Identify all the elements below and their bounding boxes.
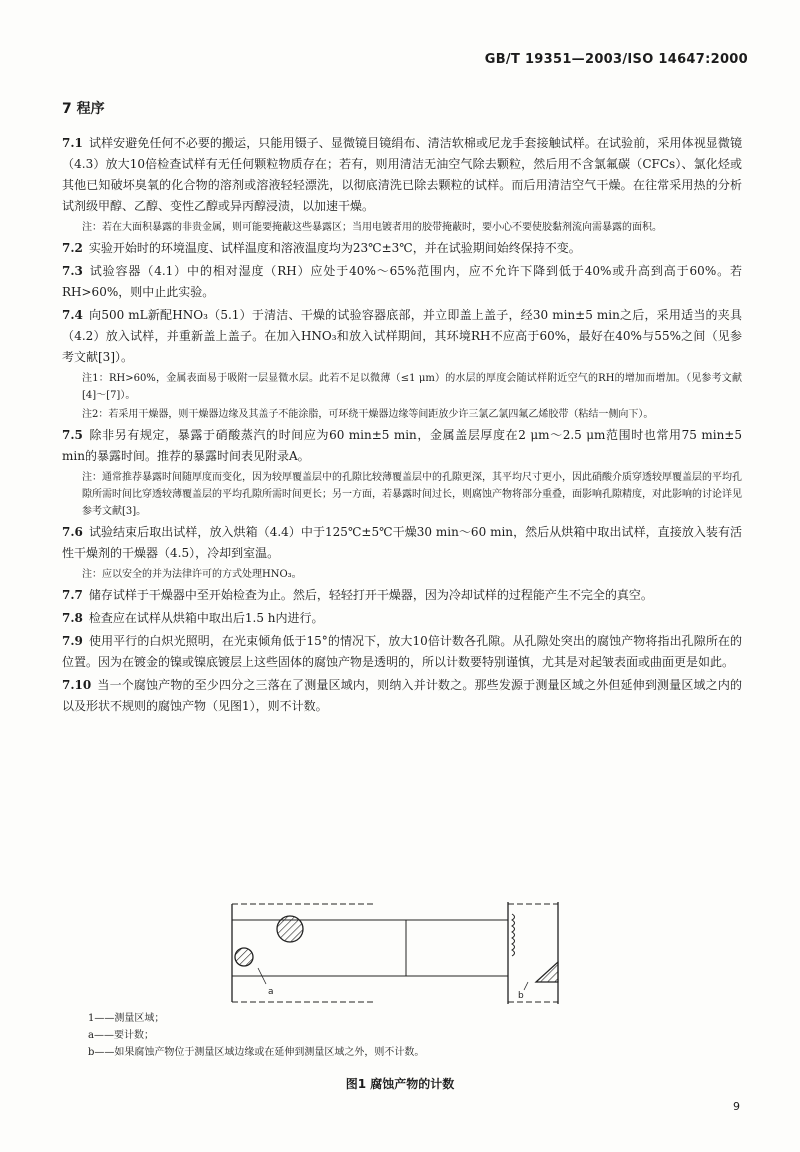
- left-specimen-strip: [232, 904, 373, 1002]
- paragraph-7-8: 7.8 检查应在试样从烘箱中取出后1.5 h内进行。: [62, 611, 324, 625]
- note-7-4-1: 注1：RH>60%，金属表面易于吸附一层显微水层。此若不足以微薄（≤1 μm）的水层的厚度会随试样附近空气的RH的增加而增加。（见参考文献[4]～[7]）。: [82, 373, 742, 401]
- figure-1: [228, 898, 562, 1008]
- figure-label-b: b: [518, 991, 524, 1001]
- legend-item-b: b——如果腐蚀产物位于测量区域边缘或在延伸到测量区域之外，则不计数。: [88, 1047, 425, 1058]
- figure-label-a: a: [268, 987, 274, 997]
- right-specimen-strip: [508, 902, 558, 1004]
- note-7-1: 注：若在大面积暴露的非贵金属，则可能要掩蔽这些暴露区；当用电镀者用的胶带掩蔽时，要小心不要使胶黏剂流向需暴露的面积。: [82, 222, 662, 233]
- paragraph-7-10: 7.10 当一个腐蚀产物的至少四分之三落在了测量区域内，则纳入并计数之。那些发源于测量区域之外但延伸到测量区域之内的以及形状不规则的腐蚀产物（见图1），则不计数。: [62, 678, 742, 713]
- figure-1-drawing: [228, 898, 562, 1008]
- measurement-dimension: [402, 920, 410, 976]
- page-number: 9: [733, 1100, 740, 1113]
- paragraph-7-2: 7.2 实验开始时的环境温度、试样温度和溶液温度均为23℃±3℃，并在试验期间始终保持不变。: [62, 241, 581, 255]
- section-title: 7 程序: [62, 101, 105, 117]
- note-7-4-2: 注2：若采用干燥器，则干燥器边缘及其盖子不能涂脂，可环绕干燥器边缘等间距放少许三氯乙氯四氟乙烯胶带（粘结一侧向下）。: [82, 409, 654, 420]
- paragraph-7-3: 7.3 试验容器（4.1）中的相对湿度（RH）应处于40%～65%范围内，应不允许下降到低于40%或升高到高于60%。若RH>60%，则中止此实验。: [62, 264, 742, 299]
- note-7-6: 注：应以安全的并为法律许可的方式处理HNO₃。: [82, 569, 302, 580]
- paragraph-7-9: 7.9 使用平行的白炽光照明，在光束倾角低于15°的情况下，放大10倍计数各孔隙。从孔隙处突出的腐蚀产物将指出孔隙所在的位置。因为在镀金的镍或镍底镀层上这些固体的腐蚀产物是透明的，所以计数要特别谨慎，尤其是对起皱表面或曲面更是如此。: [62, 634, 742, 669]
- figure-legend: [88, 1010, 748, 1061]
- figure-caption: 图1 腐蚀产物的计数: [345, 1077, 455, 1091]
- paragraph-7-6: 7.6 试验结束后取出试样，放入烘箱（4.4）中于125℃±5℃干燥30 min～60 min，然后从烘箱中取出试样，直接放入装有活性干燥剂的干燥器（4.5），冷却到室温。: [62, 525, 742, 560]
- corrosion-spot-edge: [235, 948, 253, 966]
- paragraph-7-5: 7.5 除非另有规定，暴露于硝酸蒸汽的时间应为60 min±5 min，金属盖层厚度在2 μm～2.5 μm范围时也常用75 min±5 min的暴露时间。推荐的暴露时间表见附录A。: [62, 428, 742, 463]
- paragraph-7-1: 7.1 试样安避免任何不必要的搬运，只能用镊子、显微镜目镜绢布、清洁软棉或尼龙手套接触试样。在试验前，采用体视显微镜（4.3）放大10倍检查试样有无任何颗粒物质存在；若有，则用清洁无油空气除去颗粒，然后用不含氯氟碳（CFCs）、氯化烃或其他已知破坏臭氧的化合物的溶剂或溶液轻轻漂洗，以彻底清洗已除去颗粒的试样。而后用清洁空气干燥。在往常采用热的分析试剂级甲醇、乙醇、变性乙醇或异丙醇浸渍，以加速干燥。: [62, 136, 742, 213]
- paragraph-7-7: 7.7 储存试样于干燥器中至开始检查为止。然后，轻轻打开干燥器，因为冷却试样的过程能产生不完全的真空。: [62, 588, 653, 602]
- note-7-5: 注：通常推荐暴露时间随厚度而变化，因为较厚覆盖层中的孔隙比较薄覆盖层中的孔隙更深，其平均尺寸更小，因此硝酸介质穿透较厚覆盖层的平均孔隙所需时间比穿透较薄覆盖层的平均孔隙所需时间更长；另一方面，若暴露时间过长，则腐蚀产物将部分重叠，面影响孔隙精度，对此影响的讨论详见参考文献[3]。: [82, 472, 742, 517]
- procedure-body: [62, 133, 742, 719]
- legend-item-a: a——要计数；: [88, 1030, 154, 1041]
- legend-item-1: 1——测量区域；: [88, 1013, 165, 1024]
- paragraph-7-4: 7.4 向500 mL新配HNO₃（5.1）于清洁、干燥的试验容器底部，并立即盖上盖子，经30 min±5 min之后，采用适当的夹具（4.2）放入试样，并重新盖上盖子。在加入HNO₃和放入试样期间，其环境RH不应高于60%，最好在40%与55%之间（见参考文献[3]）。: [62, 308, 742, 364]
- standard-number: GB/T 19351—2003/ISO 14647:2000: [484, 52, 748, 67]
- corrosion-spot-counted: [277, 916, 303, 942]
